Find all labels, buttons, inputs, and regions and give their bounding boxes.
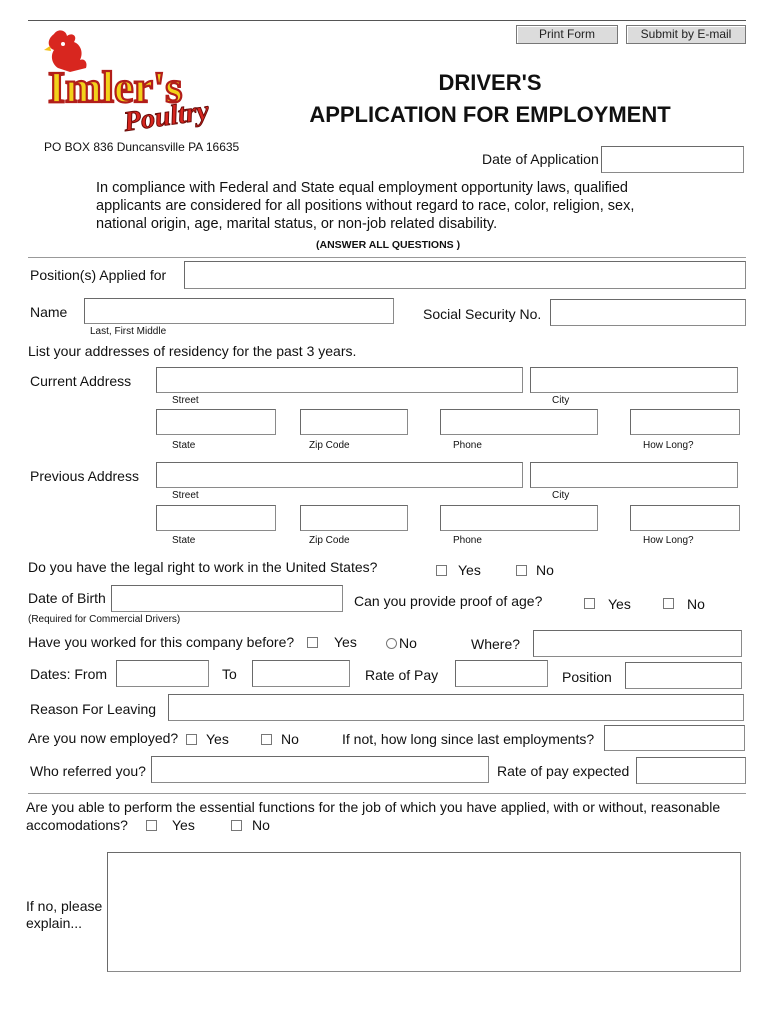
print-form-button[interactable]: Print Form [516, 25, 618, 44]
current-address-label: Current Address [30, 373, 132, 389]
compliance-line-1: In compliance with Federal and State equal employment opportunity laws, qualified [96, 180, 628, 196]
how-long-since-input[interactable] [604, 725, 745, 751]
page-title-line1: DRIVER'S [438, 70, 542, 95]
name-input[interactable] [84, 298, 394, 324]
now-employed-no-label: No [281, 731, 299, 747]
worked-before-question: Have you worked for this company before? [28, 634, 295, 650]
previous-city-caption: City [552, 490, 570, 501]
essential-yes-label: Yes [172, 817, 195, 833]
rooster-icon [40, 28, 230, 138]
reason-for-leaving-input[interactable] [168, 694, 744, 721]
legal-right-question: Do you have the legal right to work in the United States? [28, 559, 378, 575]
previous-zip-caption: Zip Code [309, 535, 350, 546]
previous-state-caption: State [172, 535, 196, 546]
svg-text:Imler's: Imler's [48, 63, 183, 112]
now-employed-question: Are you now employed? [28, 730, 179, 746]
how-long-since-question: If not, how long since last employments? [342, 731, 595, 747]
worked-before-yes-label: Yes [334, 634, 357, 650]
worked-before-no-radio[interactable] [386, 638, 397, 649]
company-address: PO BOX 836 Duncansville PA 16635 [44, 140, 240, 154]
page-title-line2: APPLICATION FOR EMPLOYMENT [309, 102, 671, 127]
previous-city-input[interactable] [530, 462, 738, 488]
name-label: Name [30, 304, 68, 320]
dates-to-label: To [222, 666, 237, 682]
previous-how-long-caption: How Long? [643, 535, 694, 546]
dates-from-label: Dates: From [30, 666, 108, 682]
current-city-input[interactable] [530, 367, 738, 393]
compliance-line-3: national origin, age, marital status, or non-job related disability. [96, 216, 498, 232]
section-divider-2 [28, 793, 746, 794]
previous-state-input[interactable] [156, 505, 276, 531]
ssn-input[interactable] [550, 299, 746, 326]
rate-expected-input[interactable] [636, 757, 746, 784]
reason-for-leaving-label: Reason For Leaving [30, 701, 157, 717]
proof-age-no-label: No [687, 596, 705, 612]
legal-right-yes-label: Yes [458, 562, 481, 578]
previous-street-input[interactable] [156, 462, 523, 488]
current-state-caption: State [172, 440, 196, 451]
residency-note: List your addresses of residency for the past 3 years. [28, 343, 357, 359]
rate-expected-label: Rate of pay expected [497, 763, 630, 779]
current-zip-caption: Zip Code [309, 440, 350, 451]
essential-functions-question-line1: Are you able to perform the essential functions for the job of which you have applied, with or without, reasonable [26, 799, 721, 815]
explain-label-line2: explain... [26, 915, 83, 931]
svg-text:Poultry: Poultry [121, 95, 211, 138]
date-of-birth-note: (Required for Commercial Drivers) [28, 614, 181, 625]
referred-by-input[interactable] [151, 756, 489, 783]
position-applied-label: Position(s) Applied for [30, 267, 167, 283]
legal-right-no-label: No [536, 562, 554, 578]
submit-email-button[interactable]: Submit by E-mail [626, 25, 746, 44]
rate-of-pay-input[interactable] [455, 660, 548, 687]
now-employed-yes-checkbox[interactable] [186, 734, 197, 745]
current-zip-input[interactable] [300, 409, 408, 435]
date-of-birth-input[interactable] [111, 585, 343, 612]
proof-of-age-question: Can you provide proof of age? [354, 593, 543, 609]
position-input[interactable] [625, 662, 742, 689]
compliance-line-2: applicants are considered for all positions without regard to race, color, religion, sex, [96, 198, 635, 214]
essential-yes-checkbox[interactable] [146, 820, 157, 831]
previous-how-long-input[interactable] [630, 505, 740, 531]
imlers-poultry-logo [40, 28, 230, 138]
now-employed-no-checkbox[interactable] [261, 734, 272, 745]
essential-functions-question-line2: accomodations? [26, 817, 128, 833]
essential-no-label: No [252, 817, 270, 833]
header-rule [28, 20, 746, 21]
current-how-long-input[interactable] [630, 409, 740, 435]
date-of-application-input[interactable] [601, 146, 744, 173]
current-phone-caption: Phone [453, 440, 482, 451]
where-input[interactable] [533, 630, 742, 657]
current-how-long-caption: How Long? [643, 440, 694, 451]
proof-age-yes-checkbox[interactable] [584, 598, 595, 609]
current-state-input[interactable] [156, 409, 276, 435]
legal-right-yes-checkbox[interactable] [436, 565, 447, 576]
dates-to-input[interactable] [252, 660, 350, 687]
previous-phone-input[interactable] [440, 505, 598, 531]
worked-before-no-label: No [399, 635, 417, 651]
previous-phone-caption: Phone [453, 535, 482, 546]
position-label: Position [562, 669, 612, 685]
current-street-input[interactable] [156, 367, 523, 393]
position-applied-input[interactable] [184, 261, 746, 289]
previous-street-caption: Street [172, 490, 199, 501]
ssn-label: Social Security No. [423, 306, 542, 322]
current-city-caption: City [552, 395, 570, 406]
date-of-application-label: Date of Application [482, 151, 599, 167]
dates-from-input[interactable] [116, 660, 209, 687]
explain-label-line1: If no, please [26, 898, 103, 914]
where-label: Where? [471, 636, 521, 652]
section-divider [28, 257, 746, 258]
legal-right-no-checkbox[interactable] [516, 565, 527, 576]
previous-address-label: Previous Address [30, 468, 139, 484]
proof-age-yes-label: Yes [608, 596, 631, 612]
referred-by-label: Who referred you? [30, 763, 146, 779]
explain-textarea[interactable] [107, 852, 741, 972]
now-employed-yes-label: Yes [206, 731, 229, 747]
worked-before-yes-checkbox[interactable] [307, 637, 318, 648]
answer-all-notice: (ANSWER ALL QUESTIONS ) [316, 239, 461, 251]
current-street-caption: Street [172, 395, 199, 406]
previous-zip-input[interactable] [300, 505, 408, 531]
proof-age-no-checkbox[interactable] [663, 598, 674, 609]
current-phone-input[interactable] [440, 409, 598, 435]
name-hint: Last, First Middle [90, 326, 167, 337]
rate-of-pay-label: Rate of Pay [365, 667, 439, 683]
essential-no-checkbox[interactable] [231, 820, 242, 831]
date-of-birth-label: Date of Birth [28, 590, 106, 606]
